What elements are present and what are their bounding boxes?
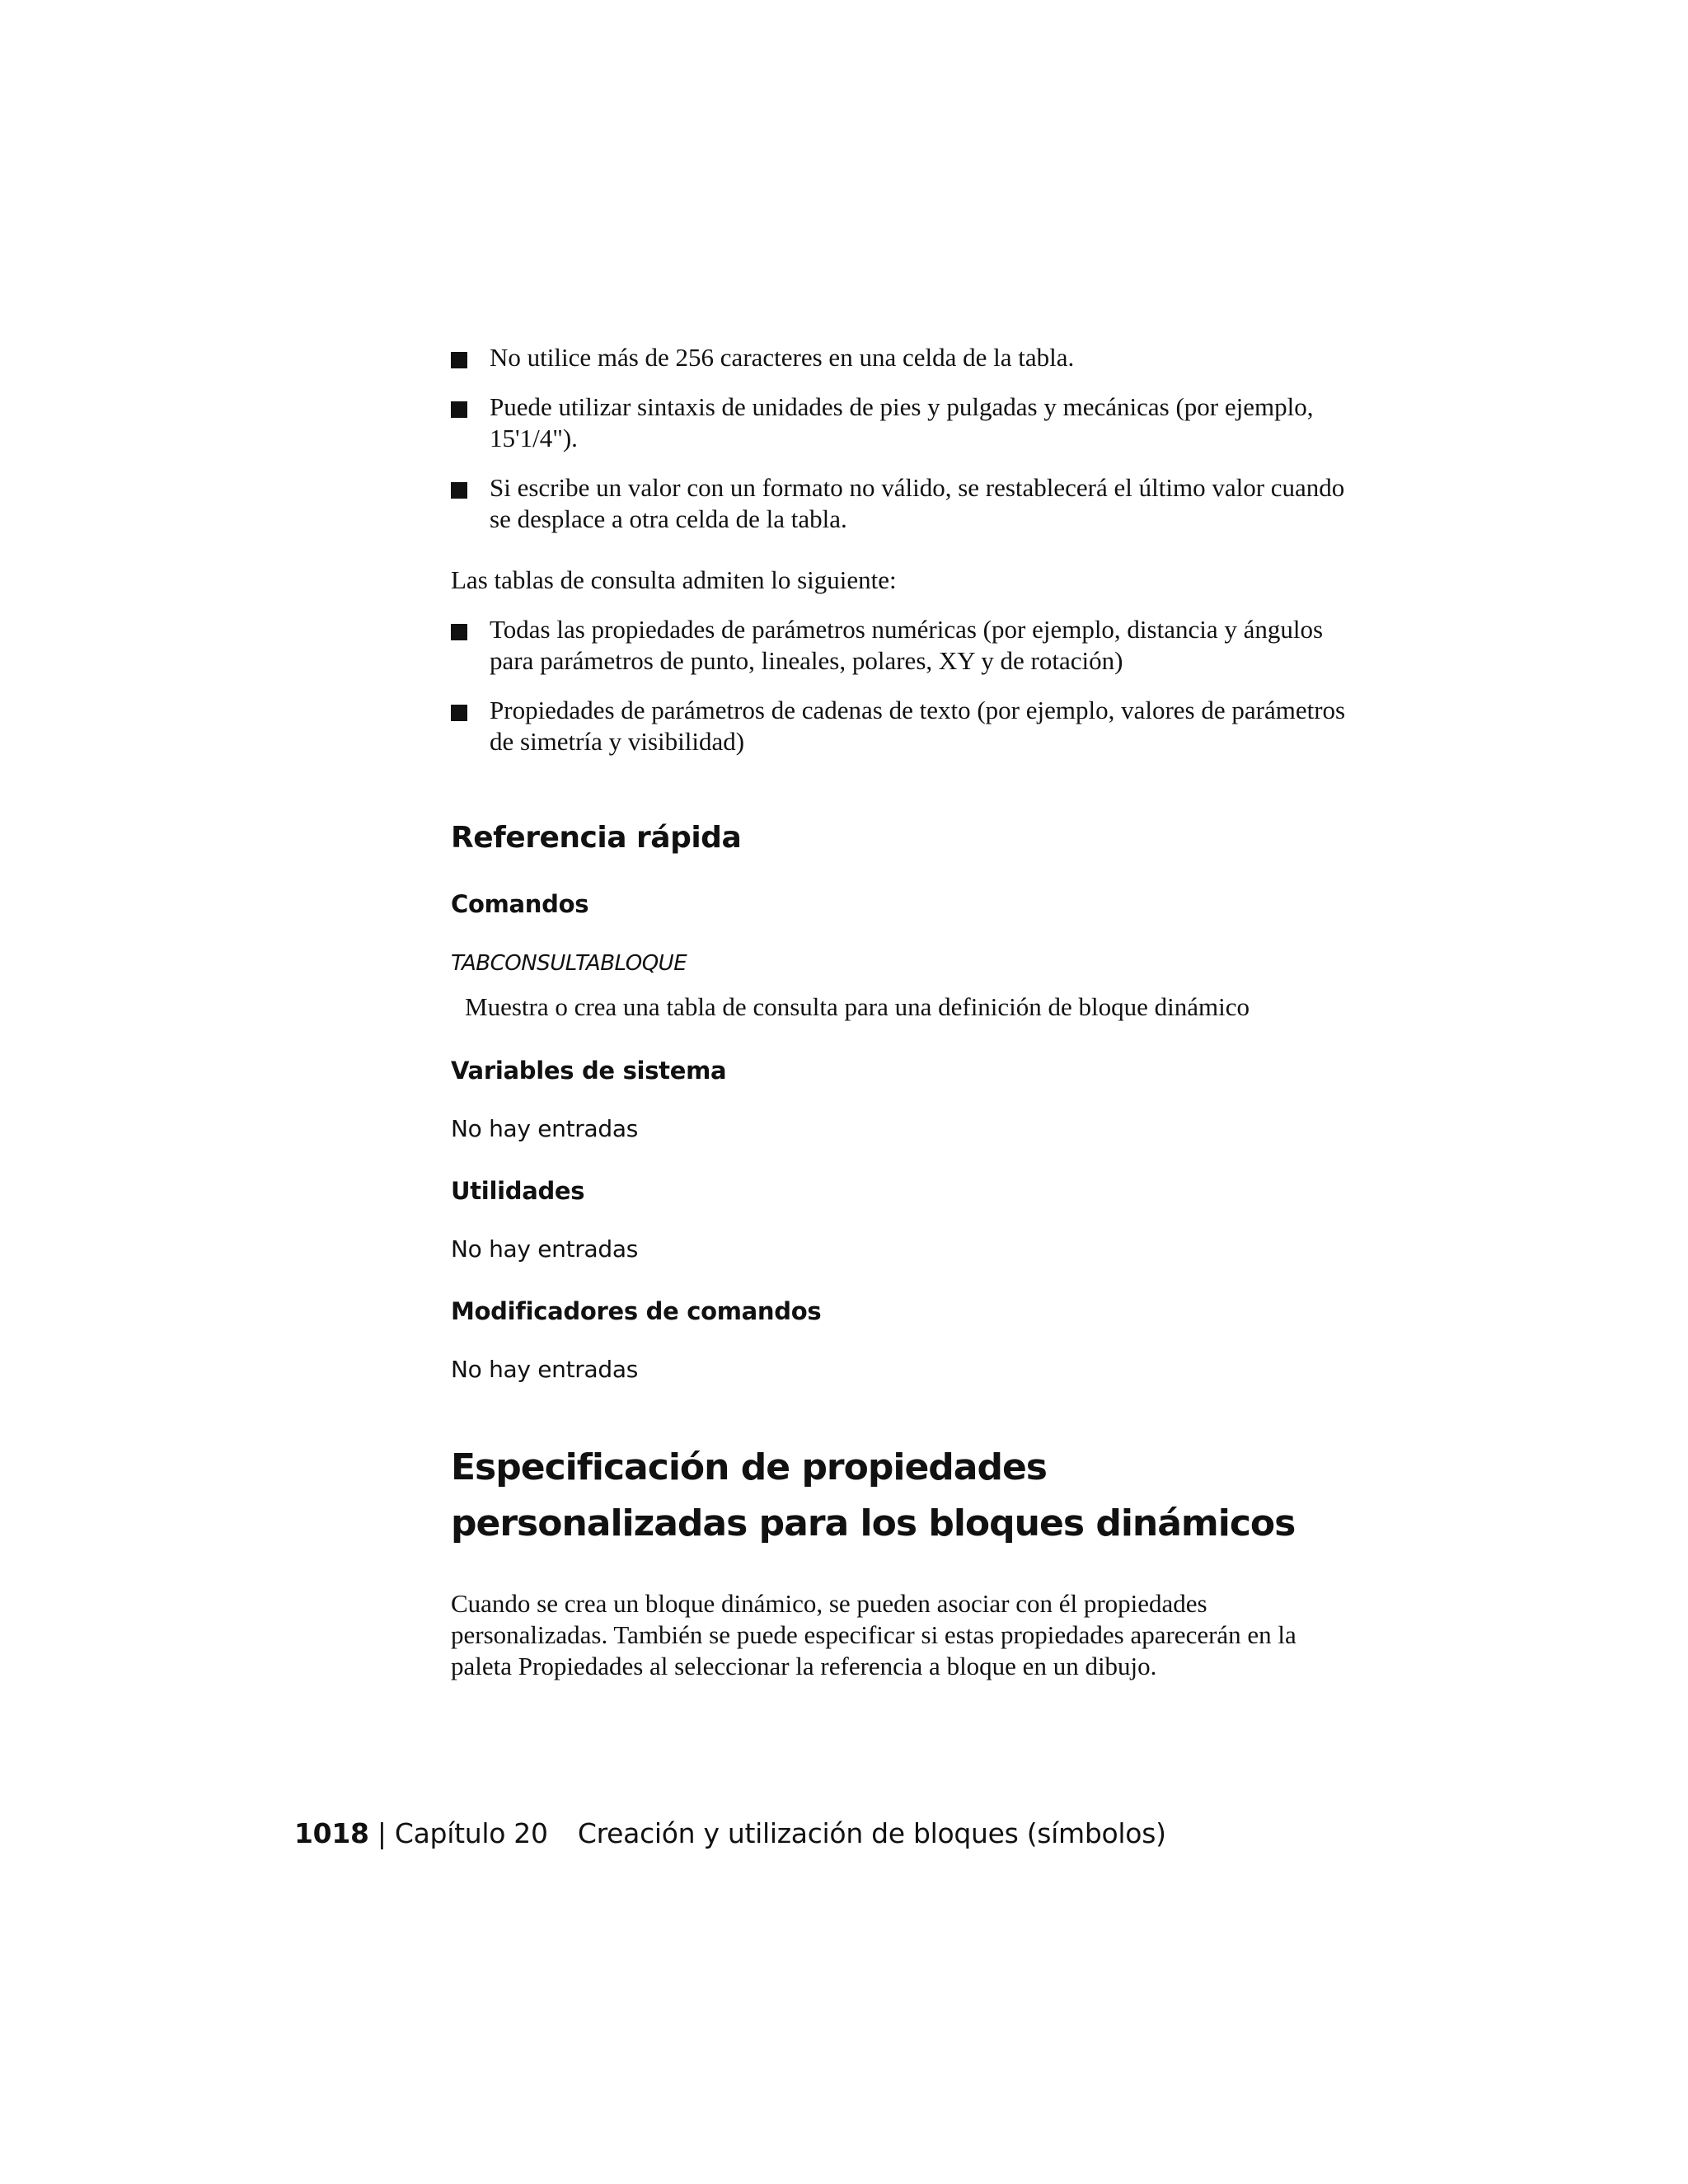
list-item <box>451 695 1357 757</box>
list-item-text: Si escribe un valor con un formato no válido, se restablecerá el último valor cuando se desplace a otra celda de la tabla. <box>490 473 1345 533</box>
page-number: 1018 <box>294 1817 369 1849</box>
list-item-text: Todas las propiedades de parámetros numéricas (por ejemplo, distancia y ángulos para parámetros de punto, lineales, polares, XY y de rotación) <box>490 615 1324 675</box>
section-paragraph: Cuando se crea un bloque dinámico, se pueden asociar con él propiedades personalizadas. También se puede especificar si estas propiedades aparecerán en la paleta Propiedades al seleccionar la referencia a bloque en un dibujo. <box>451 1589 1296 1680</box>
utilities-text: No hay entradas <box>451 1235 638 1263</box>
command-modifiers-text: No hay entradas <box>451 1356 638 1383</box>
square-bullet-icon <box>451 482 467 499</box>
command-modifiers-heading: Modificadores de comandos <box>451 1297 822 1325</box>
list-item <box>451 472 1357 535</box>
square-bullet-icon <box>451 624 467 640</box>
chapter-title: Creación y utilización de bloques (símbolos) <box>577 1817 1166 1849</box>
list-item <box>451 614 1357 677</box>
lookup-intro-text: Las tablas de consulta admiten lo siguiente: <box>451 565 897 594</box>
supported-properties-list <box>451 614 1357 757</box>
square-bullet-icon <box>451 705 467 721</box>
footer-separator: | <box>377 1817 387 1849</box>
command-name: TABCONSULTABLOQUE <box>451 951 687 976</box>
command-description: Muestra o crea una tabla de consulta para una definición de bloque dinámico <box>465 992 1250 1021</box>
square-bullet-icon <box>451 401 467 418</box>
utilities-heading: Utilidades <box>451 1177 585 1205</box>
page-content <box>451 342 1357 1682</box>
system-variables-heading: Variables de sistema <box>451 1057 727 1085</box>
page-footer <box>294 1817 1166 1850</box>
list-item <box>451 342 1357 373</box>
list-item <box>451 391 1357 454</box>
list-item-text: Propiedades de parámetros de cadenas de texto (por ejemplo, valores de parámetros de simetría y visibilidad) <box>490 696 1346 756</box>
chapter-label: Capítulo 20 <box>394 1817 548 1849</box>
quick-reference-heading: Referencia rápida <box>451 821 742 855</box>
square-bullet-icon <box>451 352 467 368</box>
list-item-text: Puede utilizar sintaxis de unidades de pies y pulgadas y mecánicas (por ejemplo, 15'1/4"). <box>490 392 1314 452</box>
section-title: Especificación de propiedades personalizadas para los bloques dinámicos <box>451 1446 1296 1544</box>
list-item-text: No utilice más de 256 caracteres en una celda de la tabla. <box>490 343 1075 372</box>
commands-heading: Comandos <box>451 890 589 918</box>
table-rules-list <box>451 342 1357 535</box>
system-variables-text: No hay entradas <box>451 1115 638 1142</box>
